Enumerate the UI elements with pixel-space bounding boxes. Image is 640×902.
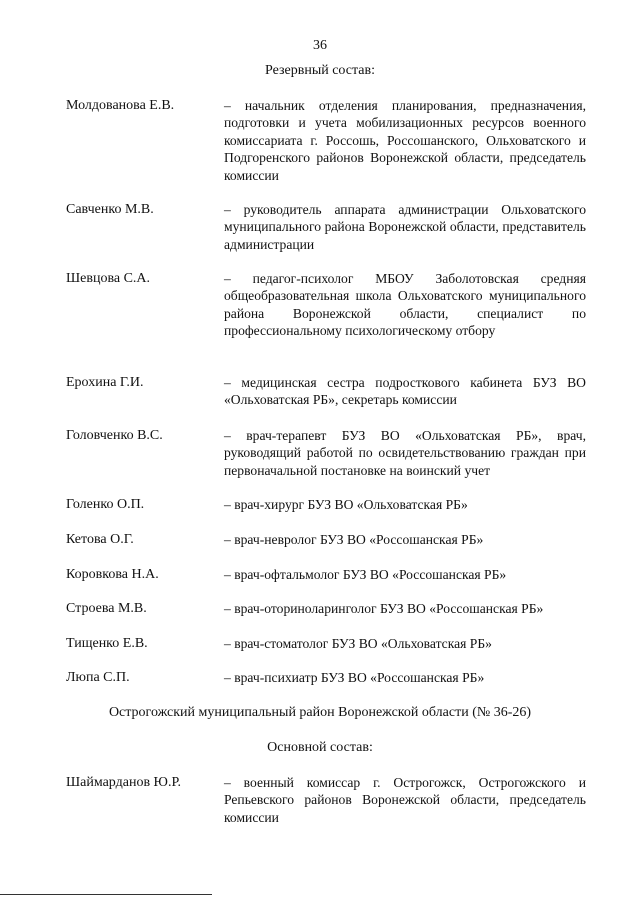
member-name: Тищенко Е.В. xyxy=(66,636,148,651)
member-role: – военный комиссар г. Острогожск, Острогожского и Репьевского районов Воронежской области, председатель комиссии xyxy=(224,775,586,825)
bottom-rule xyxy=(0,894,212,895)
member-role: – врач-терапевт БУЗ ВО «Ольховатская РБ», врач, руководящий работой по освидетельствованию граждан при первоначальной постановке на воинский учет xyxy=(224,428,586,478)
member-role: – руководитель аппарата администрации Ольховатского муниципального района Воронежской области, представитель администрации xyxy=(224,202,586,252)
member-name: Голенко О.П. xyxy=(66,497,145,512)
page-number: 36 xyxy=(313,38,327,53)
member-name: Молдованова Е.В. xyxy=(66,98,175,113)
member-role: – врач-стоматолог БУЗ ВО «Ольховатская РБ» xyxy=(224,636,492,651)
member-name: Савченко М.В. xyxy=(66,202,154,217)
main-composition-heading: Основной состав: xyxy=(267,740,373,755)
member-role: – врач-офтальмолог БУЗ ВО «Россошанская РБ» xyxy=(224,567,507,582)
member-name: Головченко В.С. xyxy=(66,428,163,443)
member-name: Ерохина Г.И. xyxy=(66,375,144,390)
member-name: Кетова О.Г. xyxy=(66,532,134,547)
member-name: Шевцова С.А. xyxy=(66,271,151,286)
member-name: Коровкова Н.А. xyxy=(66,567,159,582)
member-role: – медицинская сестра подросткового кабинета БУЗ ВО «Ольховатская РБ», секретарь комиссии xyxy=(224,375,586,408)
member-role: – врач-психиатр БУЗ ВО «Россошанская РБ» xyxy=(224,670,485,685)
member-role: – врач-оториноларинголог БУЗ ВО «Россошанская РБ» xyxy=(224,601,544,616)
district-heading: Острогожский муниципальный район Воронежской области (№ 36-26) xyxy=(108,705,532,720)
member-role: – врач-хирург БУЗ ВО «Ольховатская РБ» xyxy=(224,497,468,512)
member-role: – врач-невролог БУЗ ВО «Россошанская РБ» xyxy=(224,532,484,547)
reserve-heading: Резервный состав: xyxy=(264,63,375,78)
member-role: – начальник отделения планирования, предназначения, подготовки и учета мобилизационных ресурсов военного комиссариата г. Россошь, Россошанского, Ольховатского и Подгоренского районов Воронежской области, председатель комиссии xyxy=(224,98,586,183)
member-name: Люпа С.П. xyxy=(66,670,130,685)
member-role: – педагог-психолог МБОУ Заболотовская средняя общеобразовательная школа Ольховатского муниципального района Воронежской области, специалист по профессиональному психологическому отбору xyxy=(224,271,586,339)
member-name: Шаймарданов Ю.Р. xyxy=(66,775,181,790)
member-name: Строева М.В. xyxy=(66,601,147,616)
